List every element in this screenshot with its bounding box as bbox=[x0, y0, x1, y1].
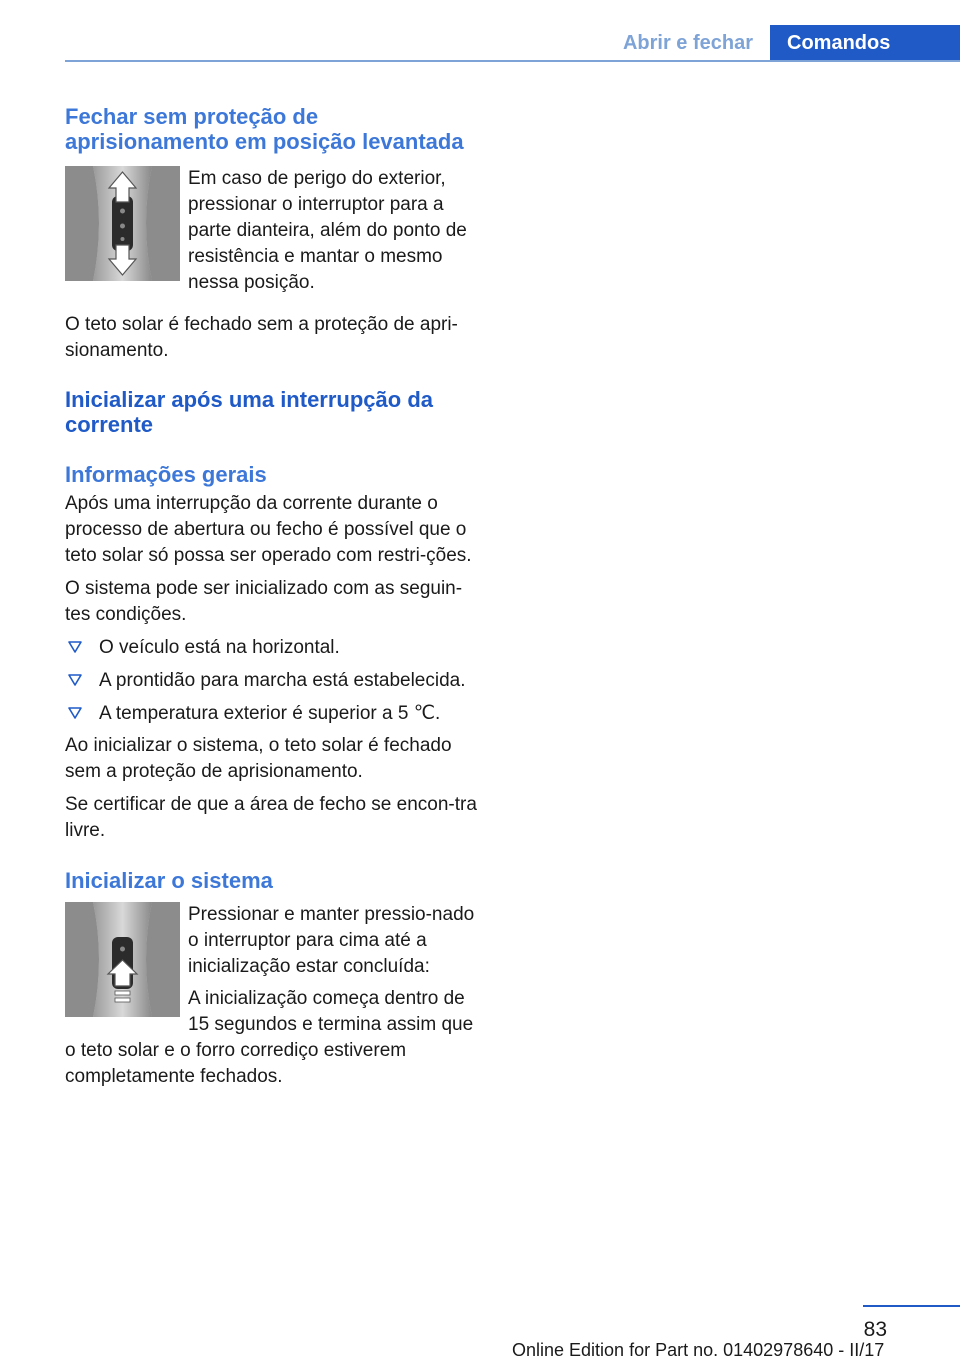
section1-figure-text: Em caso de perigo do exterior, pressionar o interruptor para a parte dianteira, além do ponto de resistência e mantar o mesmo nessa posição. bbox=[188, 168, 467, 293]
section-heading-close-without-protection: Fechar sem proteção de aprisionamento em posição levantada bbox=[65, 104, 464, 154]
section-heading-initialize-system: Inicializar o sistema bbox=[65, 868, 273, 893]
list-item: A prontidão para marcha está estabelecida. bbox=[65, 668, 480, 694]
header-tabs bbox=[606, 25, 960, 61]
header-divider bbox=[65, 60, 960, 62]
section2-paragraph-3: Ao inicializar o sistema, o teto solar é fechado sem a proteção de aprisionamento. bbox=[65, 735, 452, 782]
subheading-general-info: Informações gerais bbox=[65, 462, 267, 487]
section2-paragraph-4: Se certificar de que a área de fecho se encon-tra livre. bbox=[65, 794, 477, 841]
list-item: A temperatura exterior é superior a 5 ℃. bbox=[65, 701, 480, 727]
main-column bbox=[65, 104, 480, 1090]
bullet-triangle-icon bbox=[68, 640, 82, 654]
section2-paragraph-1: Após uma interrupção da corrente durante o processo de abertura ou fecho é possível que o teto solar só possa ser operado com restri-ções. bbox=[65, 493, 472, 566]
conditions-list bbox=[65, 635, 480, 727]
section3-figure-text: Pressionar e manter pressio-nado o interruptor para cima até a inicialização estar concluída: bbox=[188, 904, 475, 977]
section-heading-initialize-after-power-loss: Inicializar após uma interrupção da corrente bbox=[65, 387, 433, 437]
section3-paragraph: A inicialização começa dentro de 15 segundos e termina assim que o teto solar e o forro corrediço estiverem completamente fechados. bbox=[65, 988, 474, 1087]
footer-divider bbox=[863, 1305, 960, 1307]
tab-chapter[interactable]: Comandos bbox=[770, 25, 960, 61]
tab-section[interactable]: Abrir e fechar bbox=[622, 31, 753, 54]
switch-push-forward-figure bbox=[65, 166, 180, 281]
bullet-triangle-icon bbox=[68, 706, 82, 720]
bullet-triangle-icon bbox=[68, 673, 82, 687]
switch-push-up-figure bbox=[65, 902, 180, 1017]
page-number: 83 bbox=[863, 1318, 887, 1341]
list-item: O veículo está na horizontal. bbox=[65, 635, 480, 661]
section2-paragraph-2: O sistema pode ser inicializado com as seguin-tes condições. bbox=[65, 578, 463, 625]
section1-paragraph: O teto solar é fechado sem a proteção de apri-sionamento. bbox=[65, 314, 458, 361]
edition-info: Online Edition for Part no. 01402978640 - II/17 bbox=[512, 1340, 885, 1360]
